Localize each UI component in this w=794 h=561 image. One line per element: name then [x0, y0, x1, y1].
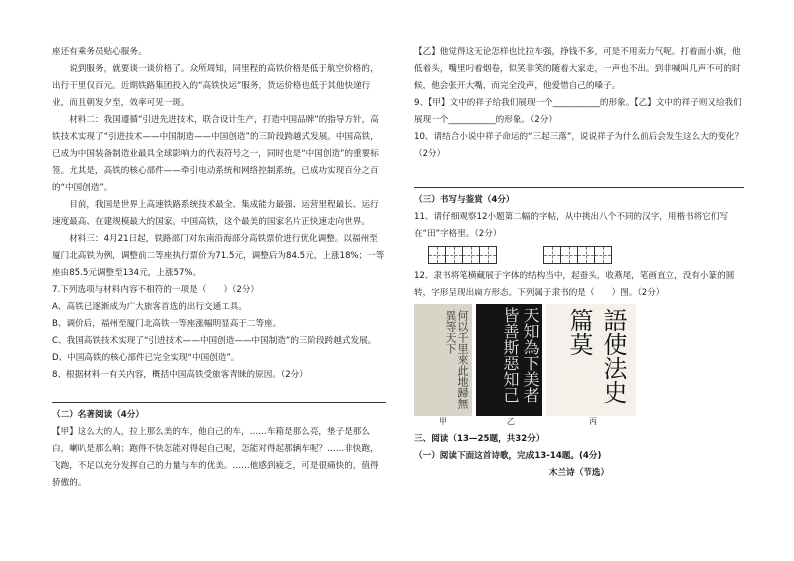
option-a: A、高铁已逐渐成为广大旅客首选的出行交通工具。 [52, 302, 247, 312]
section-title: 三、阅读（13—25题，共32分） [414, 434, 545, 444]
question-8: 8、根据材料一有关内容，概括中国高铁受旅客青睐的原因。（2分） [52, 370, 308, 380]
paragraph: 说到服务，就要谈一谈价格了。众所周知，同里程的高铁价格是低于航空价格的，出行干里仅百元。近期铁路集团投入的“高铁快运”服务，货运价格也低于其他快递行业，而且朝发夕至，效率可见一斑。 [52, 64, 379, 108]
tianzi-grid-area [428, 246, 744, 264]
section-title: （三）书写与鉴赏（4分） [414, 195, 515, 205]
option-c: C、我国高铁技术实现了“引进技术——中国创造——中国制造”的三阶段跨越式发展。 [52, 336, 377, 346]
passage-yi: 【乙】他觉得这无论怎样也比拉车强，挣钱不多，可是不用卖力气呢。打着面小旗，他低着头，嘴里叼着烟卷，似笑非笑的随着大家走，一声也不出。到非喊叫几声不可的时候，他会张开大嘴，而完全没声，他爱惜自己的嗓子。 [414, 47, 741, 91]
paragraph: 座还有乘务员贴心服务。 [52, 47, 147, 57]
paragraph: 材料三：4月21日起，铁路部门对东南沿海部分高铁票价进行优化调整。以福州至厦门北高铁为例，调整前二等座执行票价为71.5元，调整后为84.5元，上涨18%；一等座由85.5元调整至134元，上涨57%。 [52, 234, 385, 278]
calligraphy-images [414, 304, 744, 416]
option-b: B、调价后，福州至厦门北高铁一等座涨幅明显高于二等座。 [52, 319, 282, 329]
question-10: 10、请结合小说中祥子命运的“三起三落”，说说祥子为什么前后会发生这么大的变化？（2分） [414, 132, 744, 159]
question-9: 9、【甲】文中的祥子给我们展现一个___________的形象。【乙】文中的祥子则又给我们展现一个___________的形象。（2分） [414, 98, 742, 125]
caption-yi: 乙 [507, 417, 515, 426]
divider [414, 187, 744, 188]
paragraph: 目前，我国是世界上高速铁路系统技术最全、集成能力最强、运营里程最长、运行速度最高、在建规模最大的国家。中国高铁，这个最美的国家名片正快速走向世界。 [52, 200, 379, 227]
tianzi-grid-right[interactable] [543, 246, 612, 264]
poem-title: 木兰诗（节选） [548, 468, 610, 478]
question-11: 11、请仔细观察12小题第二幅的字帖，从中挑出八个不同的汉字，用楷书将它们写在“田”字格里。（2分） [414, 212, 729, 239]
section-title: （二）名著阅读（4分） [52, 410, 144, 420]
option-d: D、中国高铁的核心部件已完全实现“中国创造”。 [52, 353, 240, 363]
right-column [414, 44, 744, 482]
section-subtitle: （一）阅读下面这首诗歌，完成13-14题。(4分) [414, 451, 602, 461]
calligraphy-image-yi: 天知為下美者皆善斯惡知己 [476, 304, 542, 416]
left-column [52, 44, 386, 492]
divider [52, 402, 386, 403]
question-12: 12、隶书将笔横藏展于字体的结构当中，起蚕头，收燕尾，笔画直立，没有小篆的圆转，字形呈现出扁方形态。下列属于隶书的是（ ）图。（2分） [414, 271, 735, 298]
caption-jia: 甲 [439, 417, 447, 426]
tianzi-grid-left[interactable] [428, 246, 497, 264]
calligraphy-image-jia: 何以千里來此地歸無異等天下 [414, 304, 472, 416]
paragraph: 材料二：我国遵循“引进先进技术，联合设计生产，打造中国品牌”的指导方针，高铁技术实现了“引进技术——中国制造——中国创造”的三阶段跨越式发展。中国高铁，已成为中国装备制造业最具全球影响力的代表符号之一，同时也是“中国创造”的重要标签。尤其是，高铁的核心部件——牵引电动系统和网络控制系统，已成功实现百分之百的“中国创造”。 [52, 115, 379, 193]
calligraphy-image-bing: 語使法史篇莫 [546, 304, 636, 416]
caption-bing: 丙 [589, 417, 597, 426]
passage-jia: 【甲】这么大的人，拉上那么美的车，他自己的车，……车箱是那么亮，垫子是那么白，喇叭是那么响；跑得不快怎能对得起自己呢，怎能对得起那辆车呢？……非快跑，飞跑，不足以充分发挥自己的力量与车的优美。……他感到疲乏，可是很痛快的，值得骄傲的。 [52, 427, 379, 488]
calligraphy-captions [414, 416, 744, 427]
question-7: 7.下列选项与材料内容不相符的一项是（ ）（2分） [52, 285, 260, 295]
